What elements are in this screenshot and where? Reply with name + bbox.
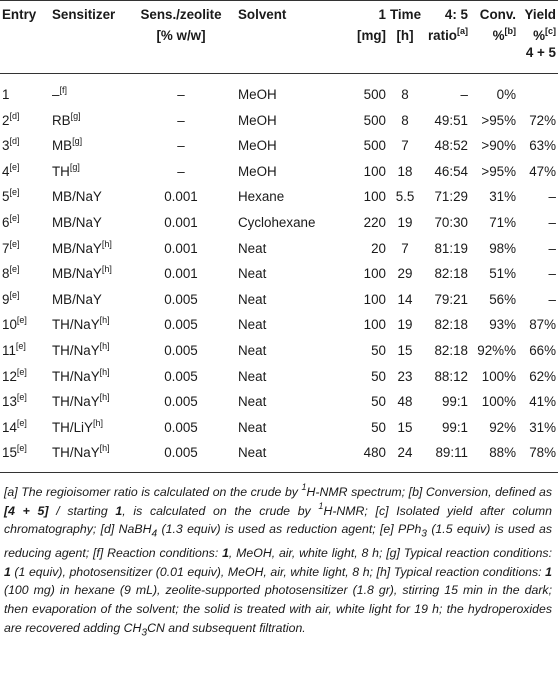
table-row [0,415,558,441]
cell-entry: 4[e] [2,161,20,179]
cell-sens: MB/NaY[h] [52,238,112,256]
header-time-unit: [h] [396,28,414,43]
cell-conv: 71% [489,214,516,230]
cell-entry: 1 [2,87,10,102]
cell-entry: 13[e] [2,392,27,410]
cell-amount: 50 [371,342,386,358]
cell-solvent: Neat [238,240,267,256]
table-footnotes: [a] The regioisomer ratio is calculated on the crude by $^1$H-NMR spectrum; [b] Conversion, defined as [4 + 5] / starting 1, is calculated on the crude by $^1$H-NMR; [c] Isolated yield after column chromatography; [d] NaBH$_4$ (1.3 equiv) is used as reduction agent; [e] PPh$_3$ (1.5 equiv) is used as reducing agent; [f] Reaction conditions: 1, MeOH, air, white light, 8 h; [g] Typical reaction conditions: 1 (1 equiv), photosensitizer (0.01 equiv), MeOH, air, white light, 8 h; [h] Typical reaction conditions: 1 (100 mg) in hexane (9 mL), zeolite-supported photosensitizer (1.8 gr), stirring 15 min in the dark; then evaporation of the solvent; the solid is treated with air, white light for 19 h; the hydroperoxides are recovered adding $CH_3CN$ and subsequent filtration. [4,481,552,638]
cell-yield: 78% [518,440,558,472]
table-row [0,338,558,364]
cell-conv: 51% [489,266,516,282]
cell-sens: –[f] [52,85,67,102]
cell-yield: 87% [529,317,556,333]
cell-entry: 12[e] [2,366,27,384]
cell-ratio: 49:51 [434,112,468,128]
cell-amount: 20 [371,240,386,256]
cell-sens: RB[g] [52,110,81,128]
cell-time: 15 [397,419,413,435]
cell-entry: 5[e] [2,187,20,205]
cell-ratio: 71:29 [434,189,468,205]
cell-ratio: 82:18 [434,342,468,358]
cell-ratio: 70:30 [434,214,468,230]
cell-amount: 480 [344,440,388,472]
cell-sz: 0.001 [164,189,198,205]
cell-conv: 31% [489,189,516,205]
table-row [0,440,558,472]
header-sensitizer: Sensitizer [52,7,116,22]
cell-time: 19 [397,214,413,230]
cell-ratio: 46:54 [434,163,468,179]
cell-entry: 14[e] [2,417,27,435]
cell-time: 29 [397,266,413,282]
cell-solvent: Neat [238,342,267,358]
cell-sz: 0.005 [164,342,198,358]
header-time: Time [390,7,422,22]
cell-sz: 0.005 [164,394,198,410]
cell-sens: MB/NaY [52,189,102,205]
cell-conv: 0% [496,87,516,102]
cell-time: 15 [397,342,413,358]
cell-yield: 31% [529,419,556,435]
cell-conv: >90% [481,138,516,154]
cell-ratio: 79:21 [434,291,468,307]
cell-yield: 72% [529,112,556,128]
cell-solvent: MeOH [238,138,277,154]
cell-conv: 92%% [477,342,516,358]
cell-amount: 500 [363,87,386,102]
cell-sz: – [177,163,185,179]
header-yield-line3: 4 + 5 [518,44,558,74]
cell-entry: 6[e] [2,212,20,230]
cell-solvent: Neat [238,291,267,307]
cell-yield: 66% [529,342,556,358]
cell-sz: 0.005 [164,419,198,435]
cell-time: 5.5 [395,189,415,205]
cell-sens: TH/LiY[h] [52,417,103,435]
cell-conv: 98% [489,240,516,256]
table-row [0,236,558,262]
header-solvent: Solvent [238,7,287,22]
table-row [0,133,558,159]
cell-yield: – [548,240,556,256]
cell-sz: 0.001 [164,266,198,282]
cell-conv: >95% [481,112,516,128]
cell-solvent: Neat [238,266,267,282]
cell-time: 7 [401,138,409,154]
cell-conv: 100% [481,368,516,384]
cell-time: 19 [397,317,413,333]
cell-conv: 88% [470,440,518,472]
table-row [0,364,558,390]
cell-time: 8 [401,87,409,102]
table-row [0,108,558,134]
cell-time: 7 [401,240,409,256]
cell-solvent: Hexane [238,189,285,205]
table-row [0,287,558,313]
cell-sz: 0.005 [164,291,198,307]
table-row [0,184,558,210]
cell-time: 48 [397,394,413,410]
header-ratio: 4: 5 [444,7,468,22]
cell-amount: 100 [363,189,386,205]
cell-entry: 8[e] [2,264,20,282]
cell-conv: >95% [481,163,516,179]
cell-sz: 0.005 [164,317,198,333]
cell-amount: 50 [371,394,386,410]
cell-entry: 2[d] [2,110,20,128]
cell-solvent: Neat [238,368,267,384]
cell-entry: 11[e] [2,340,26,358]
cell-time: 8 [401,112,409,128]
cell-amount: 100 [363,266,386,282]
cell-conv: 100% [481,394,516,410]
cell-yield: 62% [529,368,556,384]
cell-yield: – [548,291,556,307]
cell-ratio: 48:52 [434,138,468,154]
cell-entry: 3[d] [2,136,20,154]
cell-sens: TH/NaY[h] [52,366,110,384]
cell-ratio: – [460,87,468,102]
header-entry: Entry [2,7,37,22]
header-sens-zeolite: Sens./zeolite [140,7,222,22]
header-amount-unit: [mg] [356,28,386,43]
cell-sens: MB/NaY [52,214,102,230]
cell-entry: 9[e] [2,289,20,307]
cell-yield [518,74,558,108]
cell-sz: 0.001 [164,214,198,230]
header-sens-zeolite-unit: [% w/w] [156,28,206,43]
cell-sens: MB/NaY [52,291,102,307]
table-row [0,210,558,236]
cell-ratio: 82:18 [434,266,468,282]
cell-sz: – [177,87,185,102]
cell-solvent: Neat [238,317,267,333]
cell-entry: 7[e] [2,238,20,256]
cell-solvent: Neat [238,394,267,410]
cell-sens: TH/NaY[h] [52,315,110,333]
cell-ratio: 82:18 [434,317,468,333]
cell-amount: 100 [363,163,386,179]
header-yield: Yield [524,7,556,22]
cell-time: 23 [397,368,413,384]
cell-ratio: 88:12 [434,368,468,384]
cell-entry: 10[e] [2,315,27,333]
table-row [0,159,558,185]
cell-solvent: MeOH [238,163,277,179]
cell-ratio: 89:11 [422,440,470,472]
cell-amount: 100 [363,317,386,333]
cell-sens: TH/NaY[h] [52,340,110,358]
cell-yield: – [548,214,556,230]
cell-amount: 50 [371,368,386,384]
cell-sens: MB/NaY[h] [52,264,112,282]
cell-ratio: 99:1 [441,394,468,410]
table-header [0,1,558,74]
header-ratio-line2: ratio[a] [427,26,468,43]
header-conv: Conv. [479,7,516,22]
table-row [0,312,558,338]
cell-sz: 0.001 [164,240,198,256]
cell-sens: TH[g] [52,161,80,179]
cell-entry: 15[e] [0,440,50,472]
cell-solvent: Neat [236,440,344,472]
cell-conv: 92% [489,419,516,435]
cell-yield: – [548,189,556,205]
cell-time: 24 [388,440,422,472]
cell-time: 18 [397,163,413,179]
cell-sz: – [177,112,185,128]
cell-yield: 47% [529,163,556,179]
table-body [0,74,558,473]
header-yield-line2: %[c] [533,26,556,43]
table-row [0,261,558,287]
cell-sz: 0.005 [164,368,198,384]
cell-time: 14 [397,291,413,307]
cell-sens: MB[g] [52,136,83,154]
cell-solvent: Neat [238,419,267,435]
cell-conv: 93% [489,317,516,333]
header-amount: 1 [378,7,386,22]
table-row [0,74,558,108]
table-row [0,389,558,415]
cell-yield: – [548,266,556,282]
cell-sens: TH/NaY[h] [50,440,126,472]
cell-sz: 0.005 [126,440,236,472]
cell-amount: 50 [371,419,386,435]
header-conv-line2: %[b] [492,26,516,43]
cell-ratio: 99:1 [441,419,468,435]
cell-sens: TH/NaY[h] [52,392,110,410]
cell-yield: 41% [529,394,556,410]
cell-solvent: MeOH [238,112,277,128]
cell-solvent: MeOH [238,87,277,102]
cell-amount: 500 [363,112,386,128]
cell-sz: – [177,138,185,154]
cell-amount: 220 [363,214,386,230]
cell-amount: 100 [363,291,386,307]
cell-ratio: 81:19 [434,240,468,256]
cell-amount: 500 [363,138,386,154]
cell-conv: 56% [489,291,516,307]
cell-yield: 63% [529,138,556,154]
cell-solvent: Cyclohexane [238,214,316,230]
